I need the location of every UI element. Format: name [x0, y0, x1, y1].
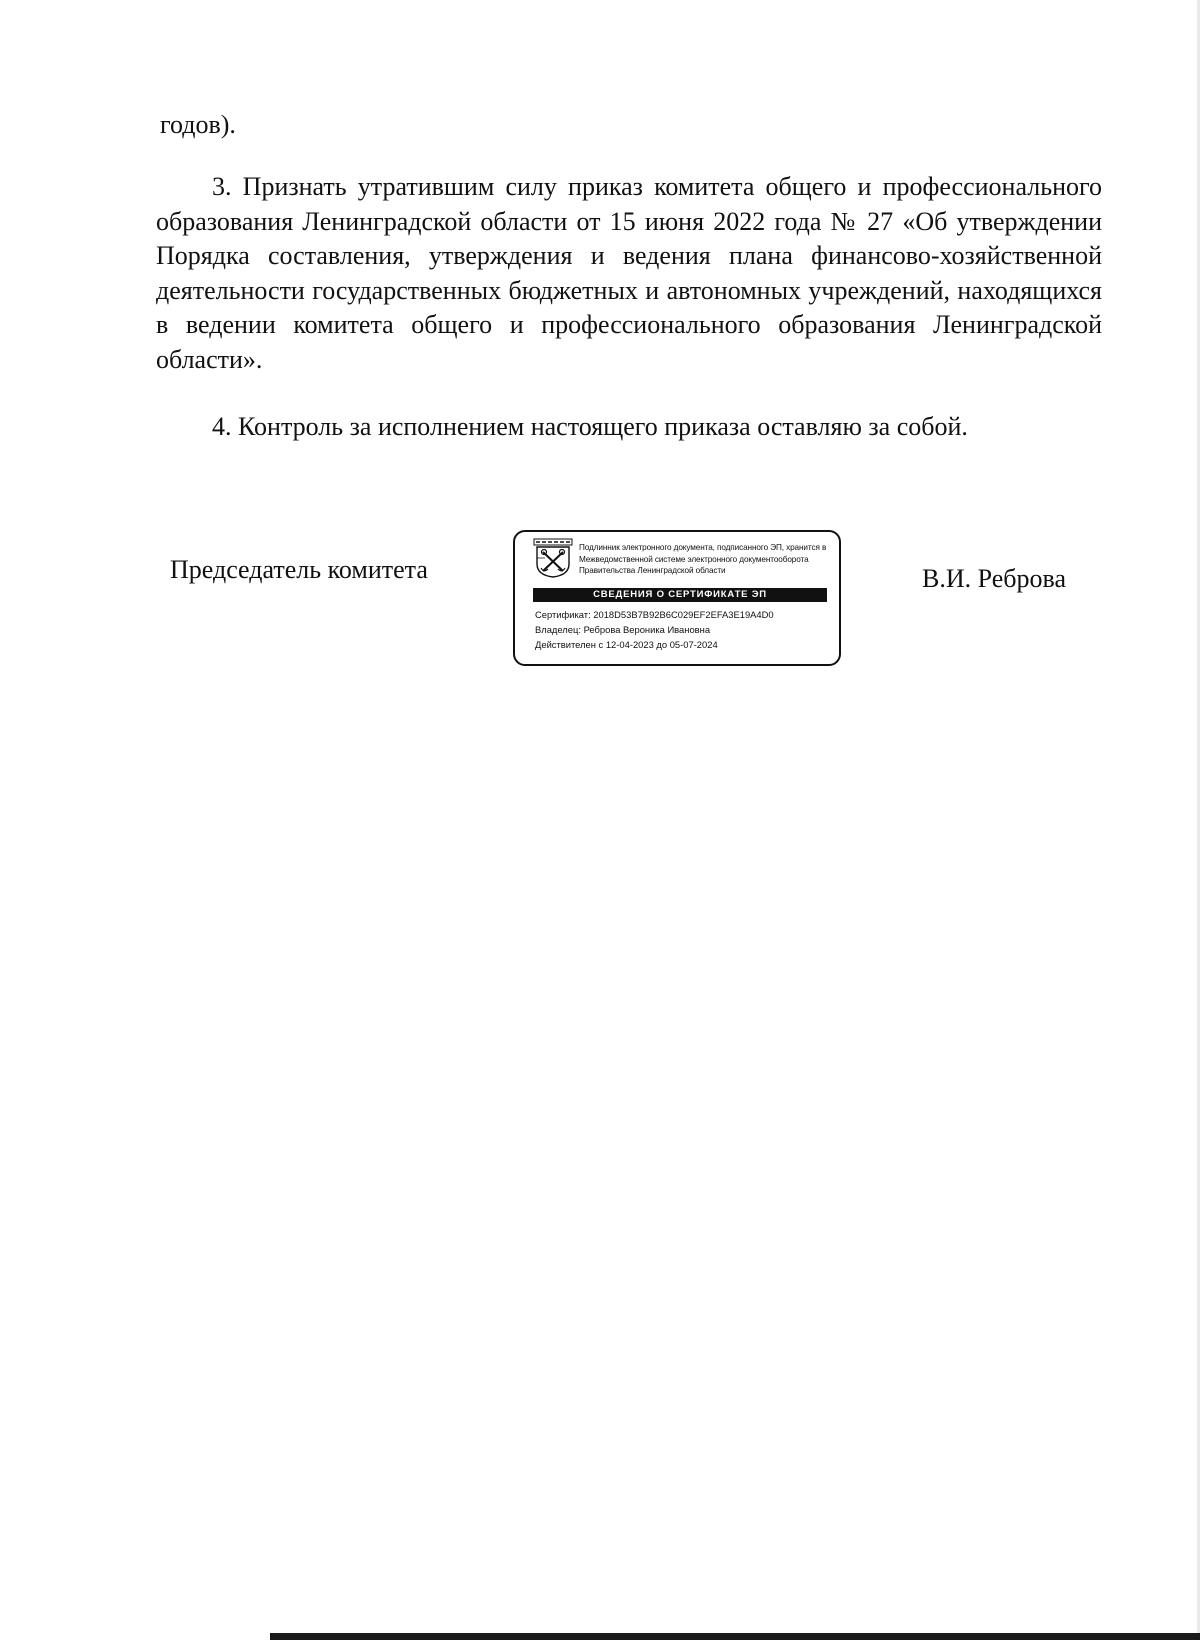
- paragraph-4: 4. Контроль за исполнением настоящего приказа оставляю за собой.: [212, 412, 968, 441]
- scan-bottom-edge: [270, 1633, 1200, 1640]
- stamp-header-text: Подлинник электронного документа, подписанного ЭП, хранится в Межведомственной системе электронного документооборота Правительства Ленинградской области: [579, 543, 827, 575]
- signatory-name: В.И. Реброва: [922, 564, 1066, 593]
- stamp-owner: Владелец: Реброва Вероника Ивановна: [535, 624, 711, 635]
- electronic-signature-stamp: [513, 530, 841, 666]
- paragraph-3: 3. Признать утратившим силу приказ комитета общего и профессионального образования Ленинградской области от 15 июня 2022 года № 27 «Об утверждении Порядка составления, утверждения и ведения плана финансово-хозяйственной деятельности государственных бюджетных и автономных учреждений, находящихся в ведении комитета общего и профессионального образования Ленинградской области».: [156, 172, 1102, 374]
- continuation-text: годов).: [160, 110, 236, 139]
- signatory-role: Председатель комитета: [170, 555, 428, 584]
- stamp-title-bar: СВЕДЕНИЯ О СЕРТИФИКАТЕ ЭП: [533, 588, 827, 602]
- stamp-certificate: Сертификат: 2018D53B7B92B6C029EF2EFA3E19A4D0: [535, 609, 774, 620]
- stamp-validity: Действителен с 12-04-2023 до 05-07-2024: [535, 639, 718, 650]
- coat-of-arms-icon: [533, 538, 573, 578]
